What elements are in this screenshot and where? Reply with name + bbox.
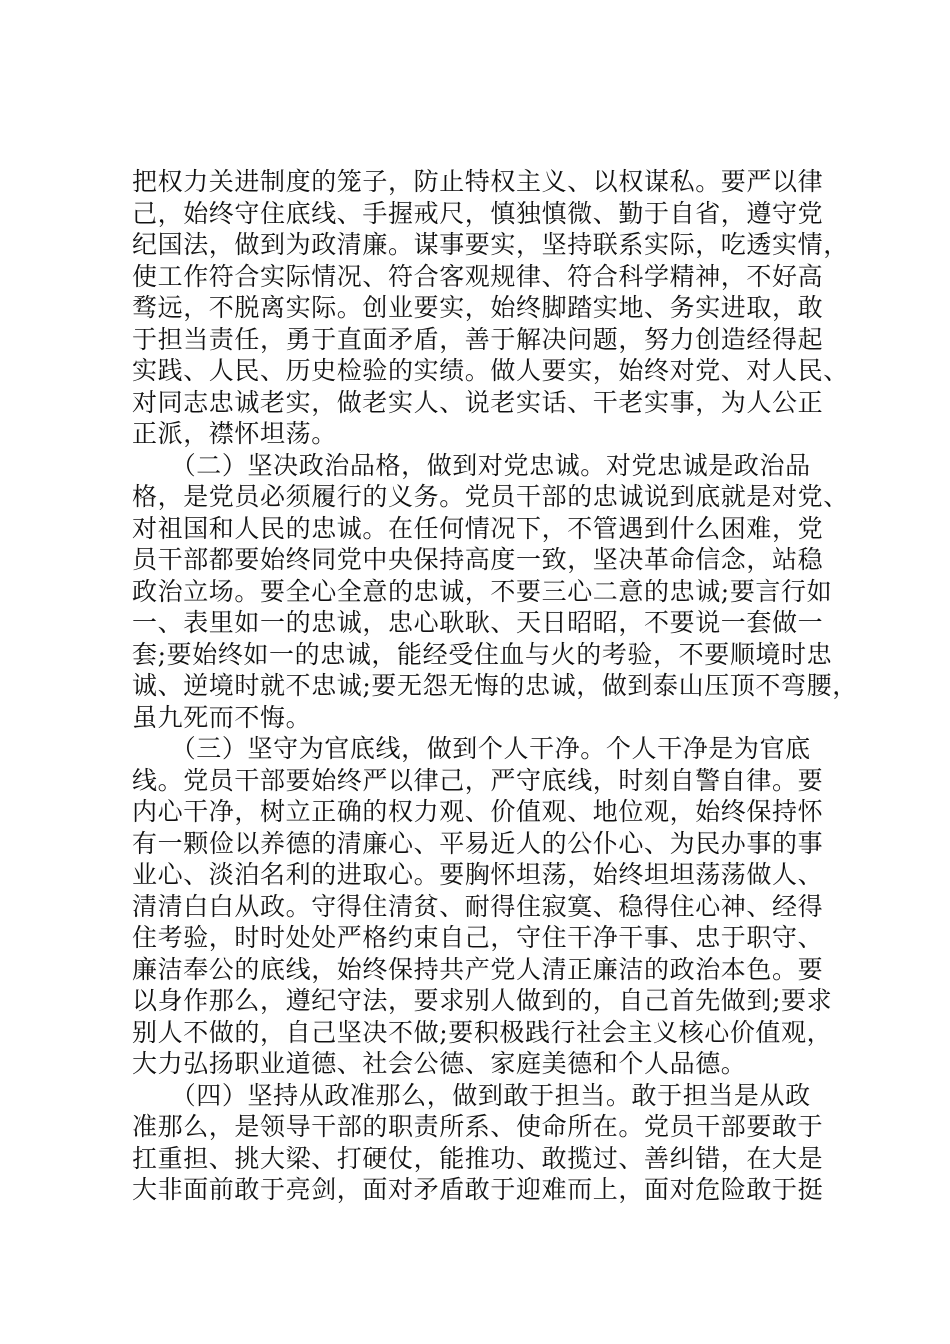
text-line: 准那么，是领导干部的职责所系、使命所在。党员干部要敢于 [132,1112,824,1141]
text-line: 员干部都要始终同党中央保持高度一致，坚决革命信念，站稳 [132,545,824,574]
section-heading-line: （二）坚决政治品格，做到对党忠诚。对党忠诚是政治品 [132,450,811,480]
section-heading-line: （三）坚守为官底线，做到个人干净。个人干净是为官底 [132,734,811,763]
text-line: 线。党员干部要始终严以律己，严守底线，时刻自警自律。要 [132,765,824,795]
text-line: 廉洁奉公的底线，始终保持共产党人清正廉洁的政治本色。要 [132,954,824,984]
text-line: 使工作符合实际情况、符合客观规律、符合科学精神，不好高 [132,261,824,291]
text-line: 别人不做的，自己坚决不做;要积极践行社会主义核心价值观， [132,1017,833,1047]
text-line: 扛重担、挑大梁、打硬仗，能推功、敢揽过、善纠错，在大是 [132,1143,824,1173]
text-line: 住考验，时时处处严格约束自己，守住干净干事、忠于职守、 [132,923,824,952]
text-line: 虽九死而不悔。 [132,702,312,732]
text-line: 骛远，不脱离实际。创业要实，始终脚踏实地、务实进取，敢 [132,293,824,322]
text-line: 大力弘扬职业道德、社会公德、家庭美德和个人品德。 [132,1049,747,1078]
text-line: 一、表里如一的忠诚，忠心耿耿、天日昭昭，不要说一套做一 [132,608,824,637]
text-line: 以身作那么，遵纪守法，要求别人做到的，自己首先做到;要求 [132,986,833,1015]
text-line: 业心、淡泊名利的进取心。要胸怀坦荡，始终坦坦荡荡做人、 [132,860,824,889]
document-body [132,166,858,1206]
text-line: 对祖国和人民的忠诚。在任何情况下，不管遇到什么困难，党 [132,513,824,543]
text-line: 有一颗俭以养德的清廉心、平易近人的公仆心、为民办事的事 [132,828,824,858]
text-line: 正派，襟怀坦荡。 [132,419,337,448]
text-line: 套;要始终如一的忠诚，能经受住血与火的考验，不要顺境时忠 [132,639,833,669]
text-line: 实践、人民、历史检验的实绩。做人要实，始终对党、对人民、 [132,356,849,385]
text-line: 内心干净，树立正确的权力观、价值观、地位观，始终保持怀 [132,797,824,826]
text-line: 于担当责任，勇于直面矛盾，善于解决问题，努力创造经得起 [132,324,824,354]
text-line: 清清白白从政。守得住清贫、耐得住寂寞、稳得住心神、经得 [132,891,824,921]
section-heading-line: （四）坚持从政准那么，做到敢于担当。敢于担当是从政 [132,1080,811,1110]
text-line: 己，始终守住底线、手握戒尺，慎独慎微、勤于自省，遵守党 [132,198,824,228]
text-line: 把权力关进制度的笼子，防止特权主义、以权谋私。要严以律 [132,167,824,196]
text-line: 诚、逆境时就不忠诚;要无怨无悔的忠诚，做到泰山压顶不弯腰， [132,671,858,700]
text-line: 政治立场。要全心全意的忠诚，不要三心二意的忠诚;要言行如 [132,576,833,606]
text-line: 对同志忠诚老实，做老实人、说老实话、干老实事，为人公正 [132,387,824,417]
text-line: 大非面前敢于亮剑，面对矛盾敢于迎难而上，面对危险敢于挺 [132,1175,824,1204]
text-line: 格，是党员必须履行的义务。党员干部的忠诚说到底就是对党、 [132,482,849,511]
text-line: 纪国法，做到为政清廉。谋事要实，坚持联系实际，吃透实情， [132,230,849,259]
